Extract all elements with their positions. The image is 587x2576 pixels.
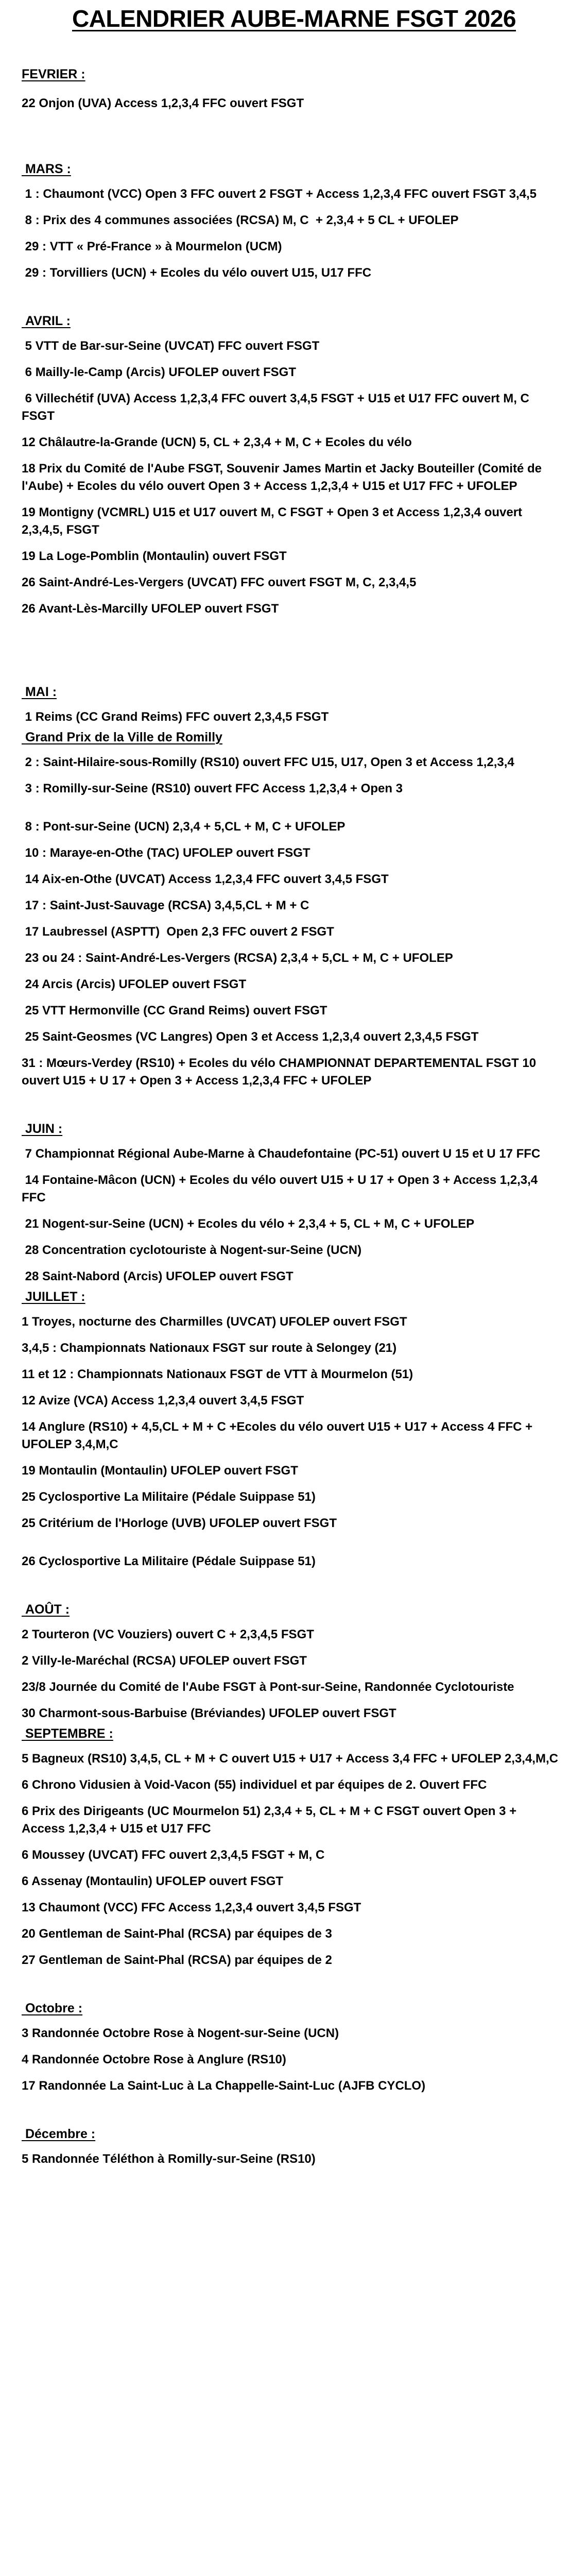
event-entry: 7 Championnat Régional Aube-Marne à Chaudefontaine (PC-51) ouvert U 15 et U 17 FFC — [22, 1147, 541, 1161]
event-entry: 6 Villechétif (UVA) Access 1,2,3,4 FFC ouvert 3,4,5 FSGT + U15 et U17 FFC ouvert M, C FSGT — [22, 392, 533, 423]
month-heading: Grand Prix de la Ville de Romilly — [22, 730, 222, 744]
event-entry: 26 Saint-André-Les-Vergers (UVCAT) FFC ouvert FSGT M, C, 2,3,4,5 — [22, 575, 417, 589]
month-heading: JUILLET : — [22, 1290, 85, 1304]
event-entry: 19 Montigny (VCMRL) U15 et U17 ouvert M, C FSGT + Open 3 et Access 1,2,3,4 ouvert 2,3,4,5, FSGT — [22, 505, 526, 537]
event-entry: 6 Moussey (UVCAT) FFC ouvert 2,3,4,5 FSGT + M, C — [22, 1848, 325, 1862]
event-entry: 26 Avant-Lès-Marcilly UFOLEP ouvert FSGT — [22, 602, 279, 616]
event-entry: 25 VTT Hermonville (CC Grand Reims) ouvert FSGT — [22, 1004, 327, 1018]
month-heading: MARS : — [22, 162, 71, 176]
event-entry: 14 Anglure (RS10) + 4,5,CL + M + C +Ecoles du vélo ouvert U15 + U17 + Access 4 FFC + UFOLEP 3,4,M,C — [22, 1420, 536, 1451]
event-entry: 25 Cyclosportive La Militaire (Pédale Suippase 51) — [22, 1490, 316, 1504]
event-entry: 4 Randonnée Octobre Rose à Anglure (RS10) — [22, 2053, 286, 2066]
event-entry: 6 Assenay (Montaulin) UFOLEP ouvert FSGT — [22, 1874, 284, 1888]
event-entry: 1 Reims (CC Grand Reims) FFC ouvert 2,3,4,5 FSGT — [22, 710, 329, 724]
event-entry: 25 Saint-Geosmes (VC Langres) Open 3 et Access 1,2,3,4 ouvert 2,3,4,5 FSGT — [22, 1030, 479, 1044]
page-title: CALENDRIER AUBE-MARNE FSGT 2026 — [72, 5, 516, 32]
month-heading: AOÛT : — [22, 1602, 70, 1617]
month-heading: FEVRIER : — [22, 67, 85, 81]
event-entry: 1 Troyes, nocturne des Charmilles (UVCAT) UFOLEP ouvert FSGT — [22, 1315, 407, 1329]
event-entry: 19 Montaulin (Montaulin) UFOLEP ouvert FSGT — [22, 1464, 298, 1478]
event-entry: 14 Fontaine-Mâcon (UCN) + Ecoles du vélo ouvert U15 + U 17 + Open 3 + Access 1,2,3,4 FFC — [22, 1173, 541, 1205]
event-entry: 24 Arcis (Arcis) UFOLEP ouvert FSGT — [22, 977, 247, 991]
event-entry: 28 Saint-Nabord (Arcis) UFOLEP ouvert FSGT — [22, 1269, 294, 1283]
event-entry: 20 Gentleman de Saint-Phal (RCSA) par équipes de 3 — [22, 1927, 332, 1941]
event-entry: 5 Bagneux (RS10) 3,4,5, CL + M + C ouvert U15 + U17 + Access 3,4 FFC + UFOLEP 2,3,4,M,C — [22, 1752, 558, 1766]
event-entry: 1 : Chaumont (VCC) Open 3 FFC ouvert 2 FSGT + Access 1,2,3,4 FFC ouvert FSGT 3,4,5 — [22, 187, 537, 201]
event-entry: 23/8 Journée du Comité de l'Aube FSGT à Pont-sur-Seine, Randonnée Cyclotouriste — [22, 1680, 514, 1694]
event-entry: 5 VTT de Bar-sur-Seine (UVCAT) FFC ouvert FSGT — [22, 339, 320, 353]
event-entry: 13 Chaumont (VCC) FFC Access 1,2,3,4 ouvert 3,4,5 FSGT — [22, 1901, 361, 1914]
event-entry: 19 La Loge-Pomblin (Montaulin) ouvert FSGT — [22, 549, 287, 563]
event-entry: 3,4,5 : Championnats Nationaux FSGT sur route à Selongey (21) — [22, 1341, 397, 1355]
event-entry: 8 : Pont-sur-Seine (UCN) 2,3,4 + 5,CL + M, C + UFOLEP — [22, 820, 346, 834]
event-entry: 29 : Torvilliers (UCN) + Ecoles du vélo ouvert U15, U17 FFC — [22, 266, 372, 280]
event-entry: 21 Nogent-sur-Seine (UCN) + Ecoles du vélo + 2,3,4 + 5, CL + M, C + UFOLEP — [22, 1217, 475, 1231]
event-entry: 5 Randonnée Téléthon à Romilly-sur-Seine (RS10) — [22, 2152, 316, 2166]
month-heading: Décembre : — [22, 2127, 96, 2141]
event-entry: 26 Cyclosportive La Militaire (Pédale Suippase 51) — [22, 1554, 316, 1568]
event-entry: 8 : Prix des 4 communes associées (RCSA) M, C + 2,3,4 + 5 CL + UFOLEP — [22, 213, 459, 227]
event-entry: 3 Randonnée Octobre Rose à Nogent-sur-Seine (UCN) — [22, 2026, 339, 2040]
event-entry: 2 Villy-le-Maréchal (RCSA) UFOLEP ouvert FSGT — [22, 1654, 307, 1668]
event-entry: 17 : Saint-Just-Sauvage (RCSA) 3,4,5,CL + M + C — [22, 899, 309, 912]
event-entry: 14 Aix-en-Othe (UVCAT) Access 1,2,3,4 FFC ouvert 3,4,5 FSGT — [22, 872, 389, 886]
event-entry: 22 Onjon (UVA) Access 1,2,3,4 FFC ouvert FSGT — [22, 96, 304, 110]
event-entry: 6 Mailly-le-Camp (Arcis) UFOLEP ouvert FSGT — [22, 365, 296, 379]
event-entry: 11 et 12 : Championnats Nationaux FSGT de VTT à Mourmelon (51) — [22, 1367, 413, 1381]
event-entry: 30 Charmont-sous-Barbuise (Bréviandes) UFOLEP ouvert FSGT — [22, 1706, 396, 1720]
event-entry: 28 Concentration cyclotouriste à Nogent-sur-Seine (UCN) — [22, 1243, 362, 1257]
month-heading: JUIN : — [22, 1122, 63, 1136]
event-entry: 6 Chrono Vidusien à Void-Vacon (55) individuel et par équipes de 2. Ouvert FFC — [22, 1778, 487, 1792]
event-entry: 23 ou 24 : Saint-André-Les-Vergers (RCSA) 2,3,4 + 5,CL + M, C + UFOLEP — [22, 951, 453, 965]
month-heading: MAI : — [22, 685, 57, 699]
event-entry: 2 Tourteron (VC Vouziers) ouvert C + 2,3,4,5 FSGT — [22, 1628, 314, 1641]
calendar-content — [22, 65, 566, 2168]
month-heading: SEPTEMBRE : — [22, 1726, 113, 1741]
event-entry: 29 : VTT « Pré-France » à Mourmelon (UCM) — [22, 240, 282, 253]
event-entry: 6 Prix des Dirigeants (UC Mourmelon 51) 2,3,4 + 5, CL + M + C FSGT ouvert Open 3 + Access 1,2,3,4 + U15 et U17 FFC — [22, 1804, 520, 1836]
month-heading: Octobre : — [22, 2001, 83, 2015]
event-entry: 31 : Mœurs-Verdey (RS10) + Ecoles du vélo CHAMPIONNAT DEPARTEMENTAL FSGT 10 ouvert U15 + U 17 + Open 3 + Access 1,2,3,4 FFC + UFOLEP — [22, 1056, 540, 1088]
event-entry: 18 Prix du Comité de l'Aube FSGT, Souvenir James Martin et Jacky Bouteiller (Comité de l'Aube) + Ecoles du vélo ouvert Open 3 + Access 1,2,3,4 + U15 et U17 FFC + UFOLEP — [22, 462, 545, 493]
event-entry: 25 Critérium de l'Horloge (UVB) UFOLEP ouvert FSGT — [22, 1516, 337, 1530]
event-entry: 17 Randonnée La Saint-Luc à La Chappelle-Saint-Luc (AJFB CYCLO) — [22, 2079, 426, 2093]
event-entry: 12 Avize (VCA) Access 1,2,3,4 ouvert 3,4,5 FSGT — [22, 1394, 304, 1408]
month-heading: AVRIL : — [22, 314, 71, 328]
event-entry: 17 Laubressel (ASPTT) Open 2,3 FFC ouvert 2 FSGT — [22, 925, 334, 939]
event-entry: 10 : Maraye-en-Othe (TAC) UFOLEP ouvert FSGT — [22, 846, 310, 860]
event-entry: 27 Gentleman de Saint-Phal (RCSA) par équipes de 2 — [22, 1953, 332, 1967]
event-entry: 3 : Romilly-sur-Seine (RS10) ouvert FFC Access 1,2,3,4 + Open 3 — [22, 782, 403, 795]
event-entry: 2 : Saint-Hilaire-sous-Romilly (RS10) ouvert FFC U15, U17, Open 3 et Access 1,2,3,4 — [22, 755, 514, 769]
event-entry: 12 Châlautre-la-Grande (UCN) 5, CL + 2,3,4 + M, C + Ecoles du vélo — [22, 435, 412, 449]
